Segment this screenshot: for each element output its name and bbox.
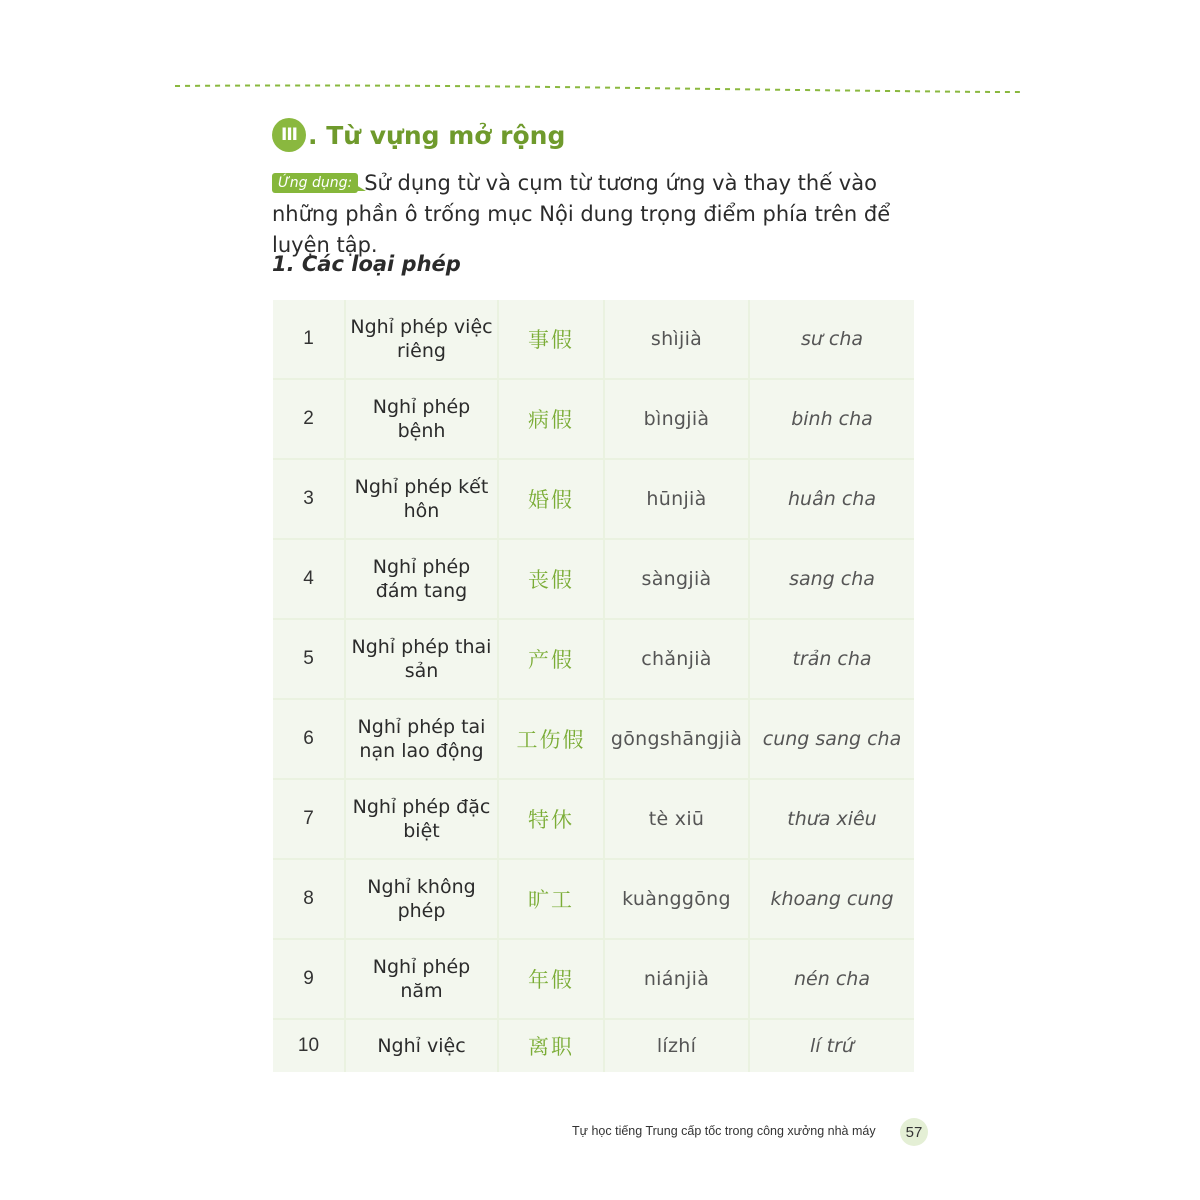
row-number-cell: 7 (273, 780, 344, 858)
pinyin-cell: niánjià (605, 940, 748, 1018)
pinyin-cell: shìjià (605, 300, 748, 378)
chinese-term-cell: 婚假 (499, 460, 603, 538)
vietnamese-term-cell: Nghỉ không phép (346, 860, 497, 938)
vietnamese-term-cell: Nghỉ phép bệnh (346, 380, 497, 458)
sino-vietnamese-cell: cung sang cha (750, 700, 914, 778)
chinese-term-cell: 事假 (499, 300, 603, 378)
table-row (273, 540, 914, 618)
section-heading (272, 116, 565, 154)
sino-vietnamese-cell: sang cha (750, 540, 914, 618)
footer-book-title: Tự học tiếng Trung cấp tốc trong công xưởng nhà máy (572, 1124, 876, 1138)
sino-vietnamese-cell: lí trứ (750, 1020, 914, 1072)
row-number-cell: 6 (273, 700, 344, 778)
row-number-cell: 8 (273, 860, 344, 938)
vietnamese-term-cell: Nghỉ phép tai nạn lao động (346, 700, 497, 778)
pinyin-cell: tè xiū (605, 780, 748, 858)
page-footer (560, 1118, 930, 1146)
chinese-term-cell: 病假 (499, 380, 603, 458)
pinyin-cell: lízhí (605, 1020, 748, 1072)
page-number: 57 (900, 1118, 928, 1146)
row-number-cell: 1 (273, 300, 344, 378)
vocabulary-table (273, 300, 914, 1072)
vietnamese-term-cell: Nghỉ việc (346, 1020, 497, 1072)
section-title: . Từ vựng mở rộng (308, 120, 566, 150)
chinese-term-cell: 年假 (499, 940, 603, 1018)
chinese-term-cell: 旷工 (499, 860, 603, 938)
table-row (273, 780, 914, 858)
sino-vietnamese-cell: huân cha (750, 460, 914, 538)
intro-text: Sử dụng từ và cụm từ tương ứng và thay thế vào những phần ô trống mục Nội dung trọng điểm phía trên để luyện tập. (272, 171, 891, 257)
sino-vietnamese-cell: binh cha (750, 380, 914, 458)
chinese-term-cell: 产假 (499, 620, 603, 698)
table-row (273, 380, 914, 458)
vietnamese-term-cell: Nghỉ phép thai sản (346, 620, 497, 698)
row-number-cell: 10 (273, 1020, 344, 1072)
row-number-cell: 4 (273, 540, 344, 618)
table-row (273, 700, 914, 778)
vietnamese-term-cell: Nghỉ phép việc riêng (346, 300, 497, 378)
table-row (273, 300, 914, 378)
application-tag: Ứng dụng: (272, 173, 358, 193)
chinese-term-cell: 工伤假 (499, 700, 603, 778)
chinese-term-cell: 丧假 (499, 540, 603, 618)
pinyin-cell: bìngjià (605, 380, 748, 458)
chinese-term-cell: 特休 (499, 780, 603, 858)
intro-paragraph (272, 168, 932, 261)
table-row (273, 940, 914, 1018)
chinese-term-cell: 离职 (499, 1020, 603, 1072)
row-number-cell: 3 (273, 460, 344, 538)
table-row (273, 620, 914, 698)
vietnamese-term-cell: Nghỉ phép năm (346, 940, 497, 1018)
subheading: 1. Các loại phép (272, 252, 461, 276)
row-number-cell: 5 (273, 620, 344, 698)
pinyin-cell: hūnjià (605, 460, 748, 538)
table-row (273, 1020, 914, 1072)
row-number-cell: 2 (273, 380, 344, 458)
vietnamese-term-cell: Nghỉ phép kết hôn (346, 460, 497, 538)
table-row (273, 860, 914, 938)
sino-vietnamese-cell: nén cha (750, 940, 914, 1018)
sino-vietnamese-cell: thưa xiêu (750, 780, 914, 858)
sino-vietnamese-cell: sư cha (750, 300, 914, 378)
sino-vietnamese-cell: khoang cung (750, 860, 914, 938)
pinyin-cell: chǎnjià (605, 620, 748, 698)
pinyin-cell: gōngshāngjià (605, 700, 748, 778)
sino-vietnamese-cell: trản cha (750, 620, 914, 698)
vietnamese-term-cell: Nghỉ phép đám tang (346, 540, 497, 618)
roman-numeral-badge: III (272, 118, 306, 152)
vietnamese-term-cell: Nghỉ phép đặc biệt (346, 780, 497, 858)
row-number-cell: 9 (273, 940, 344, 1018)
table-row (273, 460, 914, 538)
pinyin-cell: sàngjià (605, 540, 748, 618)
dashed-top-rule (0, 0, 1200, 110)
pinyin-cell: kuànggōng (605, 860, 748, 938)
